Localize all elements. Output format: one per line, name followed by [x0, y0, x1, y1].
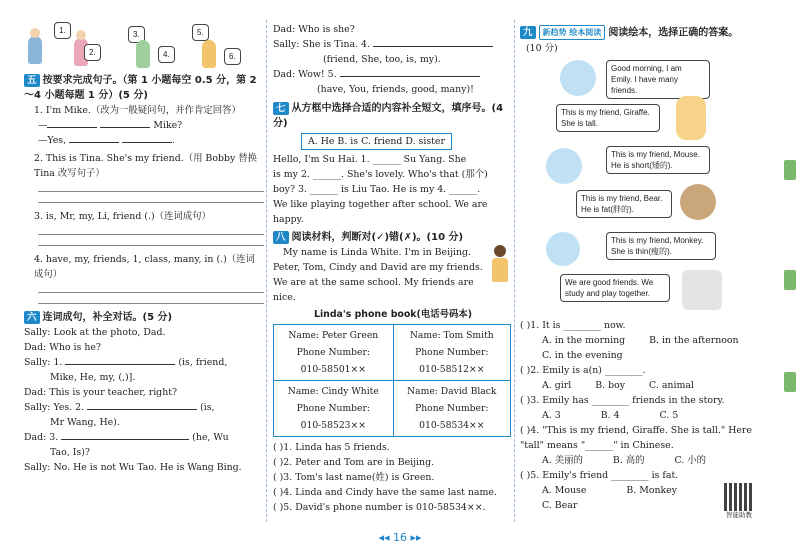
reading-line: My name is Linda White. I'm in Beijing. — [283, 247, 472, 258]
side-tab — [784, 270, 796, 290]
judge-item: ( )2. Peter and Tom are in Beijing. — [273, 457, 435, 468]
dialog-hint: Mike, He, my, (,)]. — [50, 372, 136, 383]
dialog-hint: (is, — [200, 402, 215, 413]
option[interactable]: B. 4 — [600, 409, 620, 421]
reading-text — [273, 245, 513, 305]
passage-line: We like playing together after school. We are happy. — [273, 199, 488, 225]
section-9-heading — [520, 25, 756, 41]
emily-illustration — [546, 148, 582, 184]
choice-question-5: ( )5. Emily's friend ________ is fat. — [520, 469, 679, 481]
choice-question-1: ( )1. It is ________ now. — [520, 319, 626, 331]
dialog-hint: (friend, She, too, is, my). — [323, 54, 441, 65]
section-8-heading — [273, 230, 513, 245]
question-4: 4. have, my, friends, 1, class, many, in (.)（连词成句） — [34, 254, 255, 280]
label-5: 5. — [192, 24, 209, 41]
column-3 — [520, 22, 756, 519]
choice-question-3: ( )3. Emily has ________ friends in the story. — [520, 394, 725, 406]
judge-item: ( )1. Linda has 5 friends. — [273, 442, 390, 453]
passage-line: Hello, I'm Su Hai. 1. ______ Su Yang. She — [273, 154, 467, 165]
answer-line[interactable] — [38, 192, 264, 203]
word-box: A. He B. is C. friend D. sister — [301, 133, 452, 150]
option[interactable]: B. in the afternoon — [649, 334, 739, 346]
figure-2-head — [76, 30, 86, 40]
option[interactable]: B. Monkey — [626, 484, 678, 496]
cell-number: 010-58534×× — [419, 420, 485, 431]
cell-name: Name: Tom Smith — [409, 330, 494, 341]
side-tab — [784, 372, 796, 392]
cell-name: Name: David Black — [407, 386, 497, 397]
cell-label: Phone Number: — [415, 347, 489, 358]
answer-blank[interactable] — [340, 67, 480, 77]
answer-blank[interactable] — [47, 118, 97, 128]
bear-illustration — [680, 184, 716, 220]
choice-question-4: ( )4. "This is my friend, Giraffe. She is tall." Here "tall" means "______" in Chinese. — [520, 424, 752, 451]
dialog-hint: Mr Wang, He). — [50, 417, 120, 428]
dialog-line: Sally: Look at the photo, Dad. — [24, 327, 166, 338]
dialog-text: Dad: 3. — [24, 432, 59, 443]
answer-line[interactable] — [38, 235, 264, 246]
q1-yes: —Yes, — [38, 135, 67, 146]
option[interactable]: C. in the evening — [542, 349, 623, 361]
judge-item: ( )4. Linda and Cindy have the same last name. — [273, 487, 497, 498]
question-1: 1. I'm Mike.（改为一般疑问句，并作肯定回答） — [34, 105, 241, 116]
dialog-text: Sally: Yes. 2. — [24, 402, 85, 413]
section-9-badge: 九 — [520, 26, 536, 39]
answer-line[interactable] — [38, 282, 264, 293]
answer-blank[interactable] — [100, 118, 150, 128]
speech-bubble-1: Good morning, I am Emily. I have many friends. — [606, 60, 710, 99]
page-number: 16 — [393, 531, 407, 544]
section-7-title: 从方框中选择合适的内容补全短文，填序号。(4 分) — [273, 103, 504, 129]
option[interactable]: A. Mouse — [542, 484, 587, 496]
dialog-hint: (is, friend, — [178, 357, 228, 368]
cell-label: Phone Number: — [296, 347, 370, 358]
phone-book-table — [273, 324, 511, 437]
figure-1-head — [30, 28, 40, 38]
section-9-score: (10 分) — [526, 42, 558, 54]
choice-options — [520, 498, 756, 513]
choice-options — [520, 408, 756, 423]
girl-body — [492, 258, 508, 282]
label-4: 4. — [158, 46, 175, 63]
label-1: 1. — [54, 22, 71, 39]
answer-blank[interactable] — [87, 400, 197, 410]
dialog-hint: (he, Wu — [192, 432, 229, 443]
choice-options — [520, 378, 756, 393]
girl-illustration — [491, 245, 509, 287]
option[interactable]: B. 高的 — [612, 454, 645, 466]
answer-blank[interactable] — [65, 355, 175, 365]
label-6: 6. — [224, 48, 241, 65]
speech-bubble-3: This is my friend, Mouse. He is short(矮的). — [606, 146, 710, 174]
answer-blank[interactable] — [122, 133, 172, 143]
column-1 — [24, 22, 264, 475]
answer-blank[interactable] — [69, 133, 119, 143]
table-cell — [393, 381, 510, 437]
question-1-line-2: —Yes, . — [38, 135, 176, 146]
picture-matching — [24, 22, 264, 70]
choice-options — [520, 453, 756, 468]
section-6-title: 连词成句，补全对话。(5 分) — [42, 312, 173, 323]
section-7-heading — [273, 101, 513, 131]
option[interactable]: A. 美丽的 — [542, 454, 583, 466]
reading-line: We are at the same school. My friends are nice. — [273, 277, 474, 303]
cell-name: Name: Peter Green — [288, 330, 379, 341]
qr-label: 智能助教 — [726, 510, 752, 519]
dialog-line — [24, 400, 264, 415]
label-2: 2. — [84, 44, 101, 61]
option[interactable]: C. 小的 — [674, 454, 707, 466]
choice-options — [520, 333, 756, 348]
dialog-line: Dad: Who is he? — [24, 342, 101, 353]
reading-line: Peter, Tom, Cindy and David are my friends. — [273, 262, 483, 273]
figure-1 — [28, 36, 42, 64]
girl-head — [494, 245, 506, 257]
cell-number: 010-58523×× — [300, 420, 366, 431]
dialog-line — [273, 67, 513, 82]
speech-bubble-5: This is my friend, Monkey. She is thin(瘦的). — [606, 232, 716, 260]
answer-blank[interactable] — [373, 37, 493, 47]
judge-item: ( )5. David's phone number is 010-58534××. — [273, 502, 486, 513]
emily-illustration — [546, 232, 580, 266]
table-cell — [274, 381, 394, 437]
table-cell — [274, 325, 394, 381]
dialog-line — [24, 430, 264, 445]
dialog-hint: Tao, Is)? — [50, 447, 90, 458]
question-1-line-1: — Mike? — [38, 120, 183, 131]
emily-illustration — [560, 60, 596, 96]
judge-item: ( )3. Tom's last name(姓) is Green. — [273, 472, 435, 483]
column-2 — [273, 22, 513, 515]
divider-left — [266, 20, 267, 522]
section-8-title: 阅读材料，判断对(✓)错(✗)。(10 分) — [291, 232, 464, 243]
figure-4 — [202, 40, 216, 68]
option[interactable]: A. in the morning — [542, 334, 626, 346]
side-tab — [784, 160, 796, 180]
section-9-title: 阅读绘本，选择正确的答案。 — [608, 27, 739, 39]
giraffe-illustration — [676, 96, 706, 140]
option[interactable]: B. boy — [595, 379, 626, 391]
section-8-badge: 八 — [273, 231, 289, 244]
dialog-line — [24, 355, 264, 370]
qr-code-icon — [724, 483, 754, 511]
section-6-heading — [24, 310, 264, 325]
q1-text: Mike? — [153, 120, 183, 131]
choice-options — [520, 483, 756, 498]
cell-label: Phone Number: — [415, 403, 489, 414]
option[interactable]: A. girl — [542, 379, 572, 391]
question-2: 2. This is Tina. She's my friend.（用 Bobby 替换 Tina 改写句子） — [34, 153, 257, 179]
section-5-title: 按要求完成句子。（第 1 小题每空 0.5 分，第 2～4 小题每题 1 分）(5 分) — [24, 75, 257, 101]
dialog-text: Sally: She is Tina. 4. — [273, 39, 371, 50]
dialog-text: Sally: 1. — [24, 357, 63, 368]
dialog-line: Dad: Who is she? — [273, 24, 355, 35]
label-3: 3. — [128, 26, 145, 43]
divider-right — [514, 20, 515, 522]
section-5-heading — [24, 73, 264, 103]
page-footer — [0, 531, 800, 544]
dialog-hint: (have, You, friends, good, many)! — [317, 84, 474, 95]
section-7-badge: 七 — [273, 102, 289, 115]
choice-question-2: ( )2. Emily is a(n) ________. — [520, 364, 646, 376]
choice-options — [520, 348, 756, 363]
answer-blank[interactable] — [61, 430, 189, 440]
option[interactable]: A. 3 — [542, 409, 561, 421]
cell-label: Phone Number: — [296, 403, 370, 414]
section-6-badge: 六 — [24, 311, 40, 324]
question-3: 3. is, Mr, my, Li, friend (.)（连词成句） — [34, 211, 211, 222]
section-5-badge: 五 — [24, 74, 40, 87]
passage-line: boy? 3. ______ is Liu Tao. He is my 4. ______. — [273, 184, 481, 195]
dialog-line — [273, 37, 513, 52]
option[interactable]: C. 5 — [659, 409, 679, 421]
section-9-tag: 新趋势 绘本阅读 — [539, 25, 606, 40]
group-illustration — [682, 270, 722, 310]
passage-line: is my 2. ______. She's lovely. Who's that (那个) — [273, 169, 488, 180]
answer-line[interactable] — [38, 224, 264, 235]
figure-3 — [136, 40, 150, 68]
phone-book-title: Linda's phone book(电话号码本) — [313, 309, 472, 320]
table-cell — [393, 325, 510, 381]
answer-line[interactable] — [38, 181, 264, 192]
cell-number: 010-58501×× — [300, 364, 366, 375]
picture-book — [520, 56, 756, 318]
option[interactable]: C. animal — [649, 379, 694, 391]
prev-page-icon[interactable]: ◂◂ — [378, 531, 393, 544]
option[interactable]: C. Bear — [542, 499, 578, 511]
speech-bubble-6: We are good friends. We study and play together. — [560, 274, 670, 302]
dialog-line: Sally: No. He is not Wu Tao. He is Wang Bing. — [24, 462, 242, 473]
qr-code[interactable] — [722, 483, 756, 519]
cell-number: 010-58512×× — [419, 364, 485, 375]
speech-bubble-2: This is my friend, Giraffe. She is tall. — [556, 104, 660, 132]
dialog-text: Dad: Wow! 5. — [273, 69, 337, 80]
dialog-line: Dad: This is your teacher, right? — [24, 387, 178, 398]
cell-name: Name: Cindy White — [287, 386, 379, 397]
answer-line[interactable] — [38, 293, 264, 304]
speech-bubble-4: This is my friend, Bear. He is fat(胖的). — [576, 190, 672, 218]
next-page-icon[interactable]: ▸▸ — [407, 531, 422, 544]
